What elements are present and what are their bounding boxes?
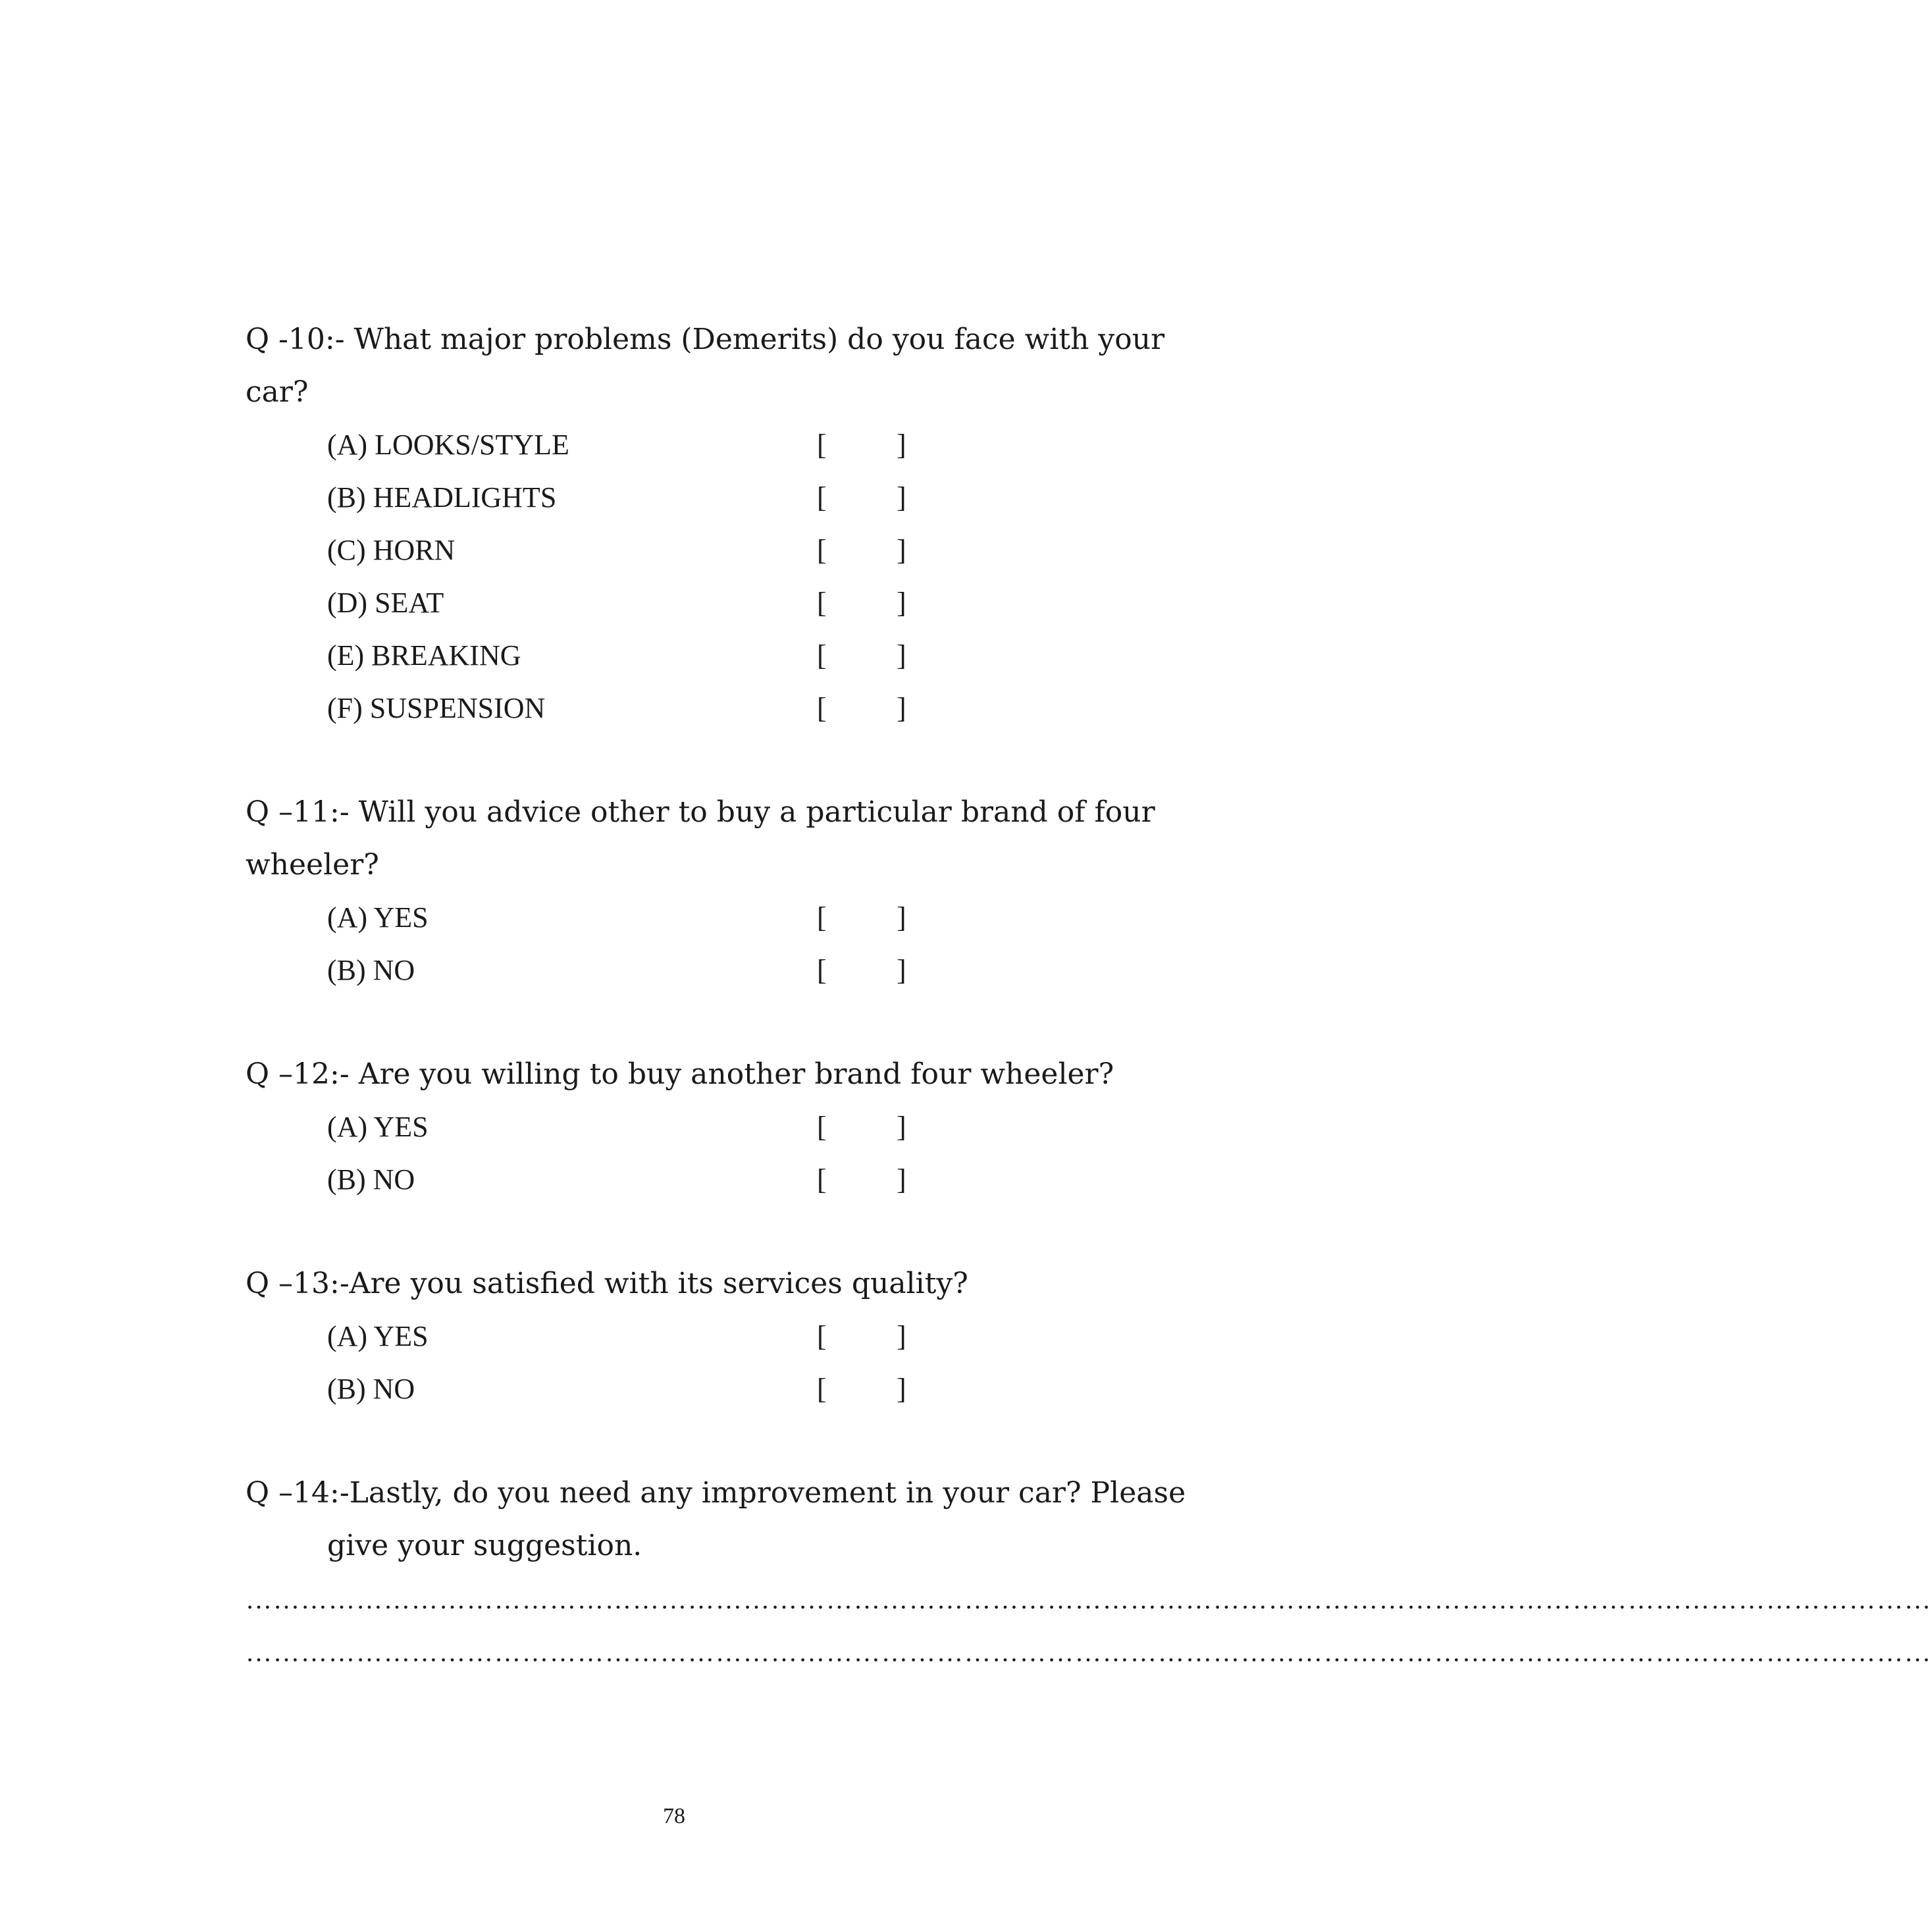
option-label: (B) NO — [327, 1373, 415, 1405]
option-label: (A) LOOKS/STYLE — [327, 429, 569, 461]
q13-option-a-checkbox[interactable] — [817, 1310, 909, 1363]
option-label: (A) YES — [327, 1111, 429, 1143]
option-label: (F) SUSPENSION — [327, 692, 546, 724]
option-label: (D) SEAT — [327, 587, 444, 619]
q13-option-a — [327, 1310, 920, 1363]
q11-option-b-checkbox[interactable] — [817, 944, 909, 997]
option-label: (C) HORN — [327, 534, 456, 566]
q10-option-f-checkbox[interactable] — [817, 682, 909, 735]
bracket-right: ] — [897, 954, 906, 986]
q12-option-a-checkbox[interactable] — [817, 1101, 909, 1153]
q11-option-a — [327, 891, 920, 944]
q10-option-e-checkbox[interactable] — [817, 629, 909, 682]
bracket-right: ] — [897, 639, 906, 672]
q10-option-b — [327, 471, 920, 524]
page-number: 78 — [663, 1804, 685, 1828]
q10-option-b-checkbox[interactable] — [817, 471, 909, 524]
option-label: (A) YES — [327, 1320, 429, 1352]
q10-option-d — [327, 577, 920, 629]
bracket-left: [ — [817, 1163, 827, 1196]
question-13: Q –13:-Are you satisfied with its services quality? — [246, 1267, 968, 1300]
q10-option-f — [327, 682, 920, 735]
q10-option-c — [327, 524, 920, 577]
option-label: (B) NO — [327, 1163, 415, 1196]
q11-option-a-checkbox[interactable] — [817, 891, 909, 944]
q10-option-e — [327, 629, 920, 682]
question-14 — [246, 1467, 1213, 1572]
bracket-right: ] — [897, 692, 906, 724]
bracket-right: ] — [897, 1373, 906, 1405]
bracket-right: ] — [897, 481, 906, 514]
bracket-left: [ — [817, 1111, 827, 1143]
bracket-left: [ — [817, 901, 827, 934]
option-label: (B) NO — [327, 954, 415, 986]
bracket-left: [ — [817, 534, 827, 566]
q12-option-b — [327, 1153, 920, 1206]
bracket-left: [ — [817, 481, 827, 514]
q10-option-c-checkbox[interactable] — [817, 524, 909, 577]
bracket-left: [ — [817, 587, 827, 619]
bracket-left: [ — [817, 639, 827, 672]
q12-option-a — [327, 1101, 920, 1153]
question-14-line2: give your suggestion. — [327, 1529, 642, 1562]
option-label: (A) YES — [327, 901, 429, 934]
q10-option-a-checkbox[interactable] — [817, 419, 909, 471]
q13-option-b — [327, 1363, 920, 1416]
q13-option-b-checkbox[interactable] — [817, 1363, 909, 1416]
bracket-right: ] — [897, 901, 906, 934]
bracket-left: [ — [817, 1373, 827, 1405]
bracket-left: [ — [817, 692, 827, 724]
q10-option-d-checkbox[interactable] — [817, 577, 909, 629]
bracket-right: ] — [897, 1163, 906, 1196]
bracket-right: ] — [897, 1320, 906, 1352]
bracket-left: [ — [817, 1320, 827, 1352]
q11-option-b — [327, 944, 920, 997]
bracket-right: ] — [897, 534, 906, 566]
question-12: Q –12:- Are you willing to buy another brand four wheeler? — [246, 1057, 1114, 1091]
question-10: Q -10:- What major problems (Demerits) do you face with your car? — [246, 323, 1165, 409]
answer-line-1[interactable]: ………………………………………………………………………………………………………………………………………………………………… — [246, 1585, 1932, 1614]
option-label: (E) BREAKING — [327, 639, 521, 672]
option-label: (B) HEADLIGHTS — [327, 481, 557, 514]
q12-option-b-checkbox[interactable] — [817, 1153, 909, 1206]
bracket-right: ] — [897, 429, 906, 461]
bracket-left: [ — [817, 429, 827, 461]
question-14-line1: Q –14:-Lastly, do you need any improvement in your car? Please — [246, 1476, 1186, 1510]
bracket-right: ] — [897, 587, 906, 619]
q10-option-a — [327, 419, 920, 471]
bracket-right: ] — [897, 1111, 906, 1143]
bracket-left: [ — [817, 954, 827, 986]
answer-line-2[interactable]: ………………………………………………………………………………………………………………………………………………………………… — [246, 1637, 1932, 1667]
question-11: Q –11:- Will you advice other to buy a particular brand of four wheeler? — [246, 795, 1155, 882]
